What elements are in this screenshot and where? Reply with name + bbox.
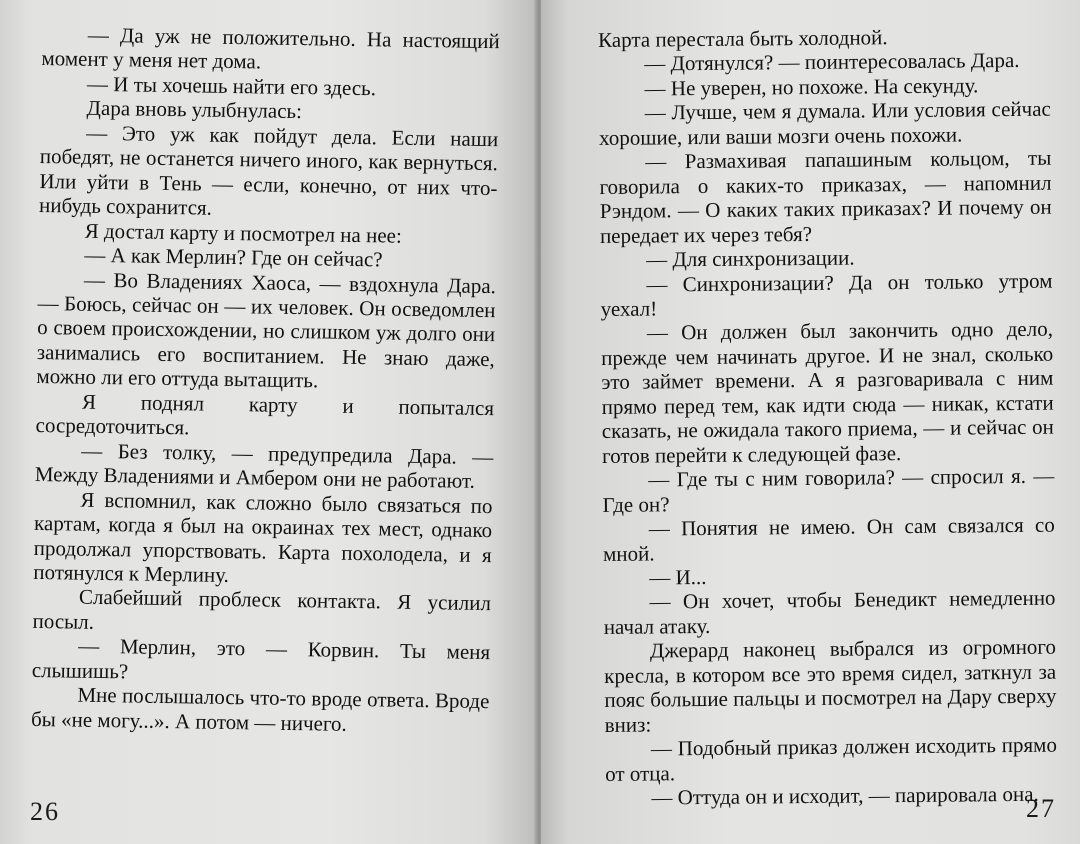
left-page [0, 0, 538, 844]
paragraph: — Оттуда он и исходит, — парировала она. [651, 781, 1039, 810]
paragraph: — Дотянулся? — поинтересовалась Дара. [644, 48, 1020, 77]
paragraph: Я достал карту и посмотрел на нее: [84, 218, 403, 248]
paragraph: — Он должен был закончить одно дело, прежде чем начинать другое. И не знал, сколько это займет времени. А я разговаривала с ним прямо перед тем, как идти сюда — никак, кстати сказать, не ожидала такого приема, — и сейчас он готов перейти к следующей фазе. [601, 317, 1054, 468]
paragraph: — Это уж как пойдут дела. Если наши победят, не останется ничего иного, как вернуться. Или уйти в Тень — если, конечно, от них что-нибудь сохранится. [38, 120, 499, 220]
paragraph: — Мерлин, это — Корвин. Ты меня слышишь? [31, 633, 491, 684]
paragraph: Я вспомнил, как сложно было связаться по картам, когда я был на окраинах тех мест, однако продолжал упорствовать. Карта похолодела, и я потянулся к Мерлину. [33, 487, 493, 587]
paragraph: — Во Владениях Хаоса, — вздохнула Дара. — Боюсь, сейчас он — их человек. Он осведомлен о своем происхождении, но слишком уж долго они занимались его воспитанием. Не знаю даже, можно ли его оттуда вытащить. [36, 267, 497, 393]
paragraph: — Он хочет, чтобы Бенедикт немедленно начал атаку. [603, 586, 1056, 639]
paragraph: — Без толку, — предупредила Дара. — Между Владениями и Амбером они не работают. [34, 438, 494, 494]
paragraph: — Да уж не положительно. На настоящий момент у меня нет дома. [41, 22, 500, 74]
paragraph: Дара вновь улыбнулась: [86, 96, 303, 124]
left-page-text [31, 22, 500, 738]
paragraph: — Лучше, чем я думала. Или условия сейчас хорошие, или ваши мозги очень похожи. [598, 97, 1051, 150]
paragraph: — Размахивая папашиным кольцом, ты говорила о каких-то приказах, — напомнил Рэндом. — О каких таких приказах? И почему он передает их через тебя? [599, 145, 1052, 248]
right-page [541, 0, 1080, 844]
paragraph: — Подобный приказ должен исходить прямо от отца. [605, 732, 1058, 786]
paragraph: Слабейший проблеск контакта. Я усилил посыл. [32, 585, 492, 634]
paragraph: — А как Мерлин? Где он сейчас? [84, 242, 383, 272]
paragraph: — Синхронизации? Да он только утром уехал! [600, 268, 1053, 321]
paragraph: Мне послышалось что-то вроде ответа. Вроде бы «не могу...». А потом — ничего. [30, 682, 490, 736]
paragraph: — Для синхронизации. [646, 245, 855, 272]
paragraph: — Где ты с ним говорила? — спросил я. — Где он? [602, 463, 1055, 517]
page-number-right: 27 [1026, 794, 1056, 823]
paragraph: Карта перестала быть холодной. [598, 25, 888, 52]
right-page-text [598, 24, 1057, 811]
paragraph: — Понятия не имею. Он сам связался со мной. [602, 512, 1055, 566]
page-number-left: 26 [30, 797, 60, 826]
paragraph: Джерард наконец выбрался из огромного кресла, в котором все это время сидел, заткнул за пояс большие пальцы и посмотрел на Дару сверху вниз: [604, 634, 1057, 737]
paragraph: — Не уверен, но похоже. На секунду. [644, 73, 979, 101]
paragraph: — И ты хочешь найти его здесь. [86, 71, 377, 101]
paragraph: Я поднял карту и попытался сосредоточиться. [35, 389, 495, 440]
paragraph: — И... [649, 564, 707, 590]
